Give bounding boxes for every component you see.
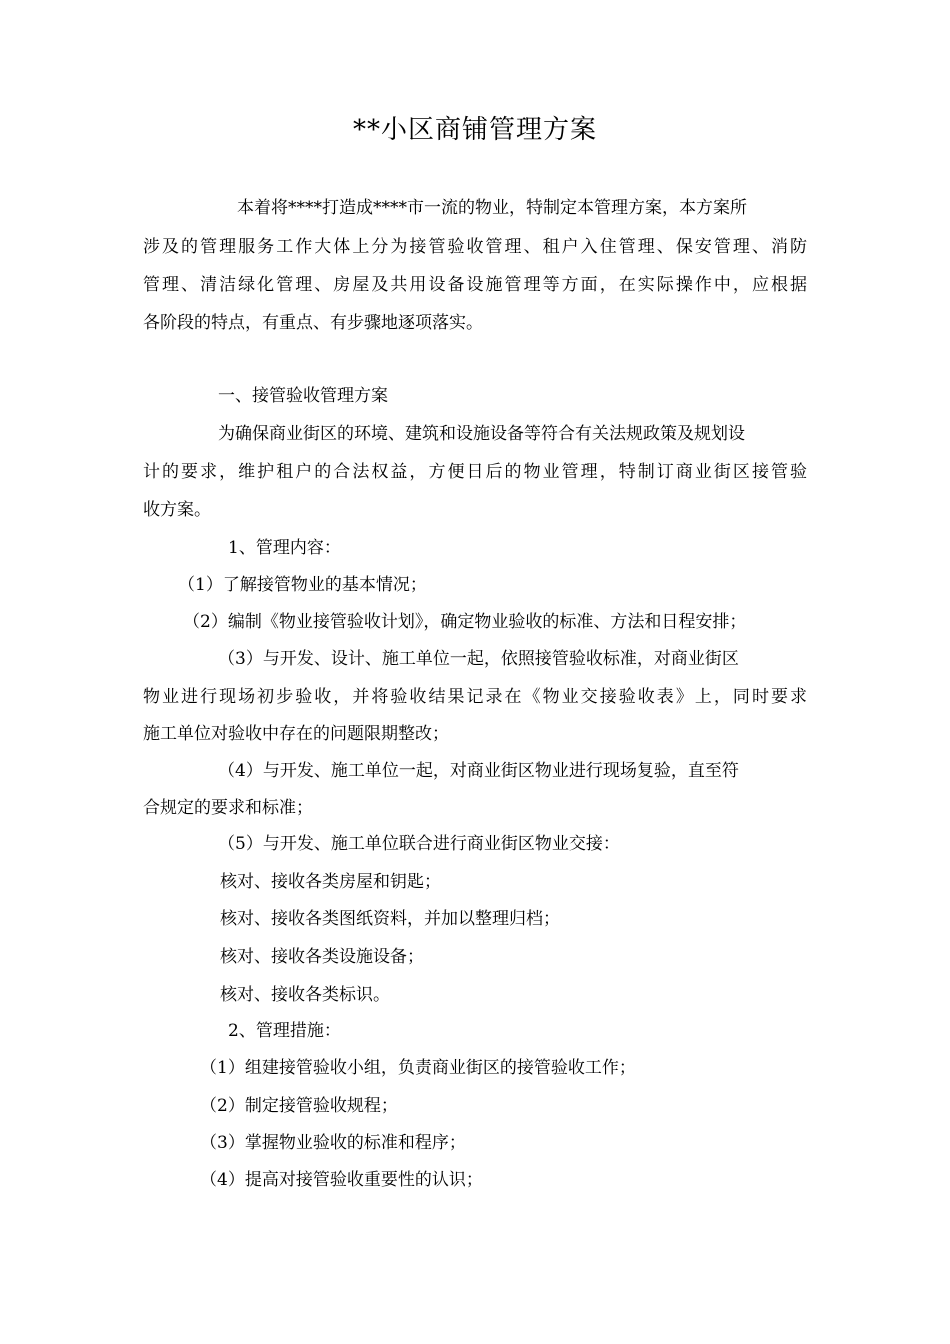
content-item-5: （5）与开发、施工单位联合进行商业街区物业交接： (218, 834, 620, 854)
intro-line-4: 各阶段的特点，有重点、有步骤地逐项落实。 (143, 313, 483, 333)
intro-line-2: 涉及的管理服务工作大体上分为接管验收管理、租户入住管理、保安管理、消防 (143, 237, 807, 257)
content-item-1: （1）了解接管物业的基本情况； (178, 575, 427, 595)
section-para-line-2: 计的要求，维护租户的合法权益，方便日后的物业管理，特制订商业街区接管验 (143, 462, 807, 482)
check-item-1: 核对、接收各类房屋和钥匙； (220, 872, 441, 892)
content-heading: 1、管理内容： (228, 538, 341, 558)
check-item-4: 核对、接收各类标识。 (220, 985, 390, 1005)
content-item-4-line-1: （4）与开发、施工单位一起，对商业街区物业进行现场复验，直至符 (218, 761, 739, 781)
check-item-3: 核对、接收各类设施设备； (220, 947, 424, 967)
measure-item-3: （3）掌握物业验收的标准和程序； (200, 1133, 466, 1153)
measure-item-4: （4）提高对接管验收重要性的认识； (200, 1170, 483, 1190)
content-item-3-line-2: 物业进行现场初步验收，并将验收结果记录在《物业交接验收表》上，同时要求 (143, 687, 807, 707)
content-item-3-line-1: （3）与开发、设计、施工单位一起，依照接管验收标准，对商业街区 (218, 649, 739, 669)
intro-line-3: 管理、清洁绿化管理、房屋及共用设备设施管理等方面，在实际操作中，应根据 (143, 275, 807, 295)
section-para-line-1: 为确保商业街区的环境、建筑和设施设备等符合有关法规政策及规划设 (218, 424, 745, 444)
measure-item-1: （1）组建接管验收小组，负责商业街区的接管验收工作； (200, 1058, 636, 1078)
measure-item-2: （2）制定接管验收规程； (200, 1096, 398, 1116)
content-item-4-line-2: 合规定的要求和标准； (143, 798, 313, 818)
content-item-2: （2）编制《物业接管验收计划》，确定物业验收的标准、方法和日程安排； (183, 612, 747, 632)
document-title: **小区商铺管理方案 (352, 115, 597, 145)
content-item-3-line-3: 施工单位对验收中存在的问题限期整改； (143, 724, 449, 744)
intro-line-1: 本着将****打造成****市一流的物业，特制定本管理方案，本方案所 (237, 198, 747, 218)
section-para-line-3: 收方案。 (143, 500, 211, 520)
check-item-2: 核对、接收各类图纸资料，并加以整理归档； (220, 909, 560, 929)
section-heading: 一、接管验收管理方案 (218, 386, 388, 406)
measures-heading: 2、管理措施： (228, 1021, 341, 1041)
